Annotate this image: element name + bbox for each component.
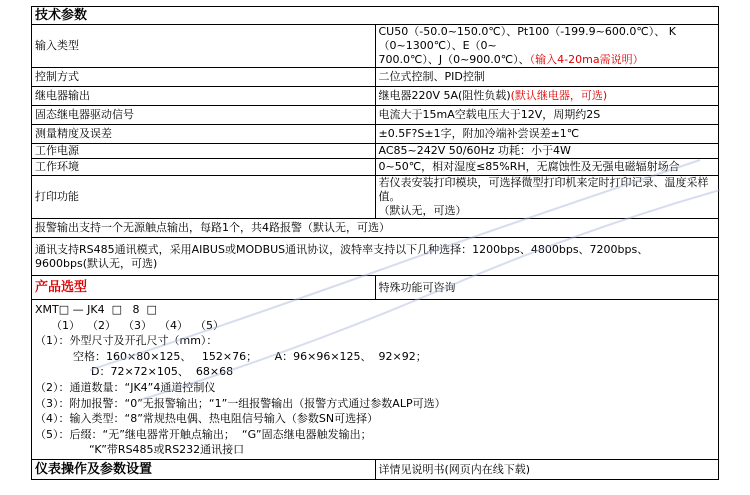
row-power <box>32 144 719 159</box>
relay-output-note: (默认继电器，可选) <box>510 89 608 102</box>
value-alarm: 报警输出支持一个无源触点输出，每路1个，共4路报警（默认无，可选） <box>32 219 719 238</box>
label-model: 产品选型 <box>32 276 376 300</box>
print-line1: 若仪表安装打印模块，可选择微型打印机来定时打印记录、温度采样值。 <box>378 176 709 203</box>
label-accuracy: 测量精度及误差 <box>32 125 376 144</box>
row-control-mode <box>32 68 719 87</box>
label-print: 打印功能 <box>32 176 376 219</box>
selection-item: （2）：通道数量：“JK4”4通道控制仪 <box>35 380 216 394</box>
row-relay-output <box>32 87 719 106</box>
selection-item: （5）：后缀：“无”继电器常开触点输出； “G”固态继电器触发输出； <box>35 427 372 441</box>
row-model <box>32 276 719 300</box>
input-type-line1: CU50（-50.0~150.0℃）、Pt100（-199.9~600.0℃）、 K（0~1300℃）、E（0~ <box>378 25 676 52</box>
value-comm <box>32 238 719 276</box>
value-manual: 详情见说明书(网页内在线下载) <box>375 460 719 480</box>
comm-line2: 9600bps(默认无，可选) <box>35 256 158 270</box>
selection-item: （3）：附加报警：“0”无报警输出；“1”一组报警输出（报警方式通过参数ALP可选） <box>35 396 446 410</box>
print-line2: （默认无，可选） <box>378 204 467 217</box>
row-print <box>32 176 719 219</box>
label-input-type: 输入类型 <box>32 25 376 68</box>
row-alarm <box>32 219 719 238</box>
selection-item: （1）：外型尺寸及开孔尺寸（mm）： <box>35 334 218 348</box>
value-relay-output <box>375 87 719 106</box>
row-manual <box>32 460 719 480</box>
selection-item: “K”带RS485或RS232通讯接口 <box>89 443 245 457</box>
selection-positions: （1） （2） （3） （4） （5） <box>51 318 224 332</box>
input-type-line2 <box>379 53 716 67</box>
row-comm <box>32 238 719 276</box>
label-control-mode: 控制方式 <box>32 68 376 87</box>
label-relay-output: 继电器输出 <box>32 87 376 106</box>
value-input-type <box>375 25 719 68</box>
value-control-mode: 二位式控制、PID控制 <box>375 68 719 87</box>
label-ssr-drive: 固态继电器驱动信号 <box>32 106 376 125</box>
row-input-type <box>32 25 719 68</box>
section-title: 技术参数 <box>32 7 719 25</box>
relay-output-spec: 继电器220V 5A(阻性负载) <box>378 89 511 102</box>
value-print <box>375 176 719 219</box>
label-power: 工作电源 <box>32 144 376 159</box>
spec-table <box>31 6 719 480</box>
input-type-line2a: 700.0℃）、J（0~900.0℃）、 <box>378 53 530 66</box>
label-manual: 仪表操作及参数设置 <box>32 460 376 480</box>
value-ssr-drive: 电流大于15mA空载电压大于12V，周期约2S <box>375 106 719 125</box>
selection-item: D：72×72×105、 68×68 <box>91 365 234 379</box>
selection-item: 空格：160×80×125、 152×76； A：96×96×125、 92×92； <box>73 349 427 363</box>
input-type-note: （输入4-20ma需说明） <box>529 53 644 66</box>
selection-code: XMT□ — JK4 □ 8 □ <box>35 303 157 316</box>
value-model: 特殊功能可咨询 <box>375 276 719 300</box>
comm-line1: 通讯支持RS485通讯模式，采用AIBUS或MODBUS通讯协议，波特率支持以下几种选择：1200bps、4800bps、7200bps、 <box>35 242 649 256</box>
row-accuracy <box>32 125 719 144</box>
label-environment: 工作环境 <box>32 159 376 176</box>
selection-item: （4）：输入类型：“8”常规热电偶、热电阻信号输入（参数SN可选择） <box>35 412 379 426</box>
value-power: AC85~242V 50/60Hz 功耗：小于4W <box>375 144 719 159</box>
row-environment <box>32 159 719 176</box>
row-ssr-drive <box>32 106 719 125</box>
value-environment: 0~50℃，相对湿度≤85%RH，无腐蚀性及无强电磁辐射场合 <box>375 159 719 176</box>
row-selection <box>32 300 719 460</box>
value-accuracy: ±0.5F?S±1字，附加冷端补尝误差±1℃ <box>375 125 719 144</box>
selection-block <box>32 300 719 460</box>
